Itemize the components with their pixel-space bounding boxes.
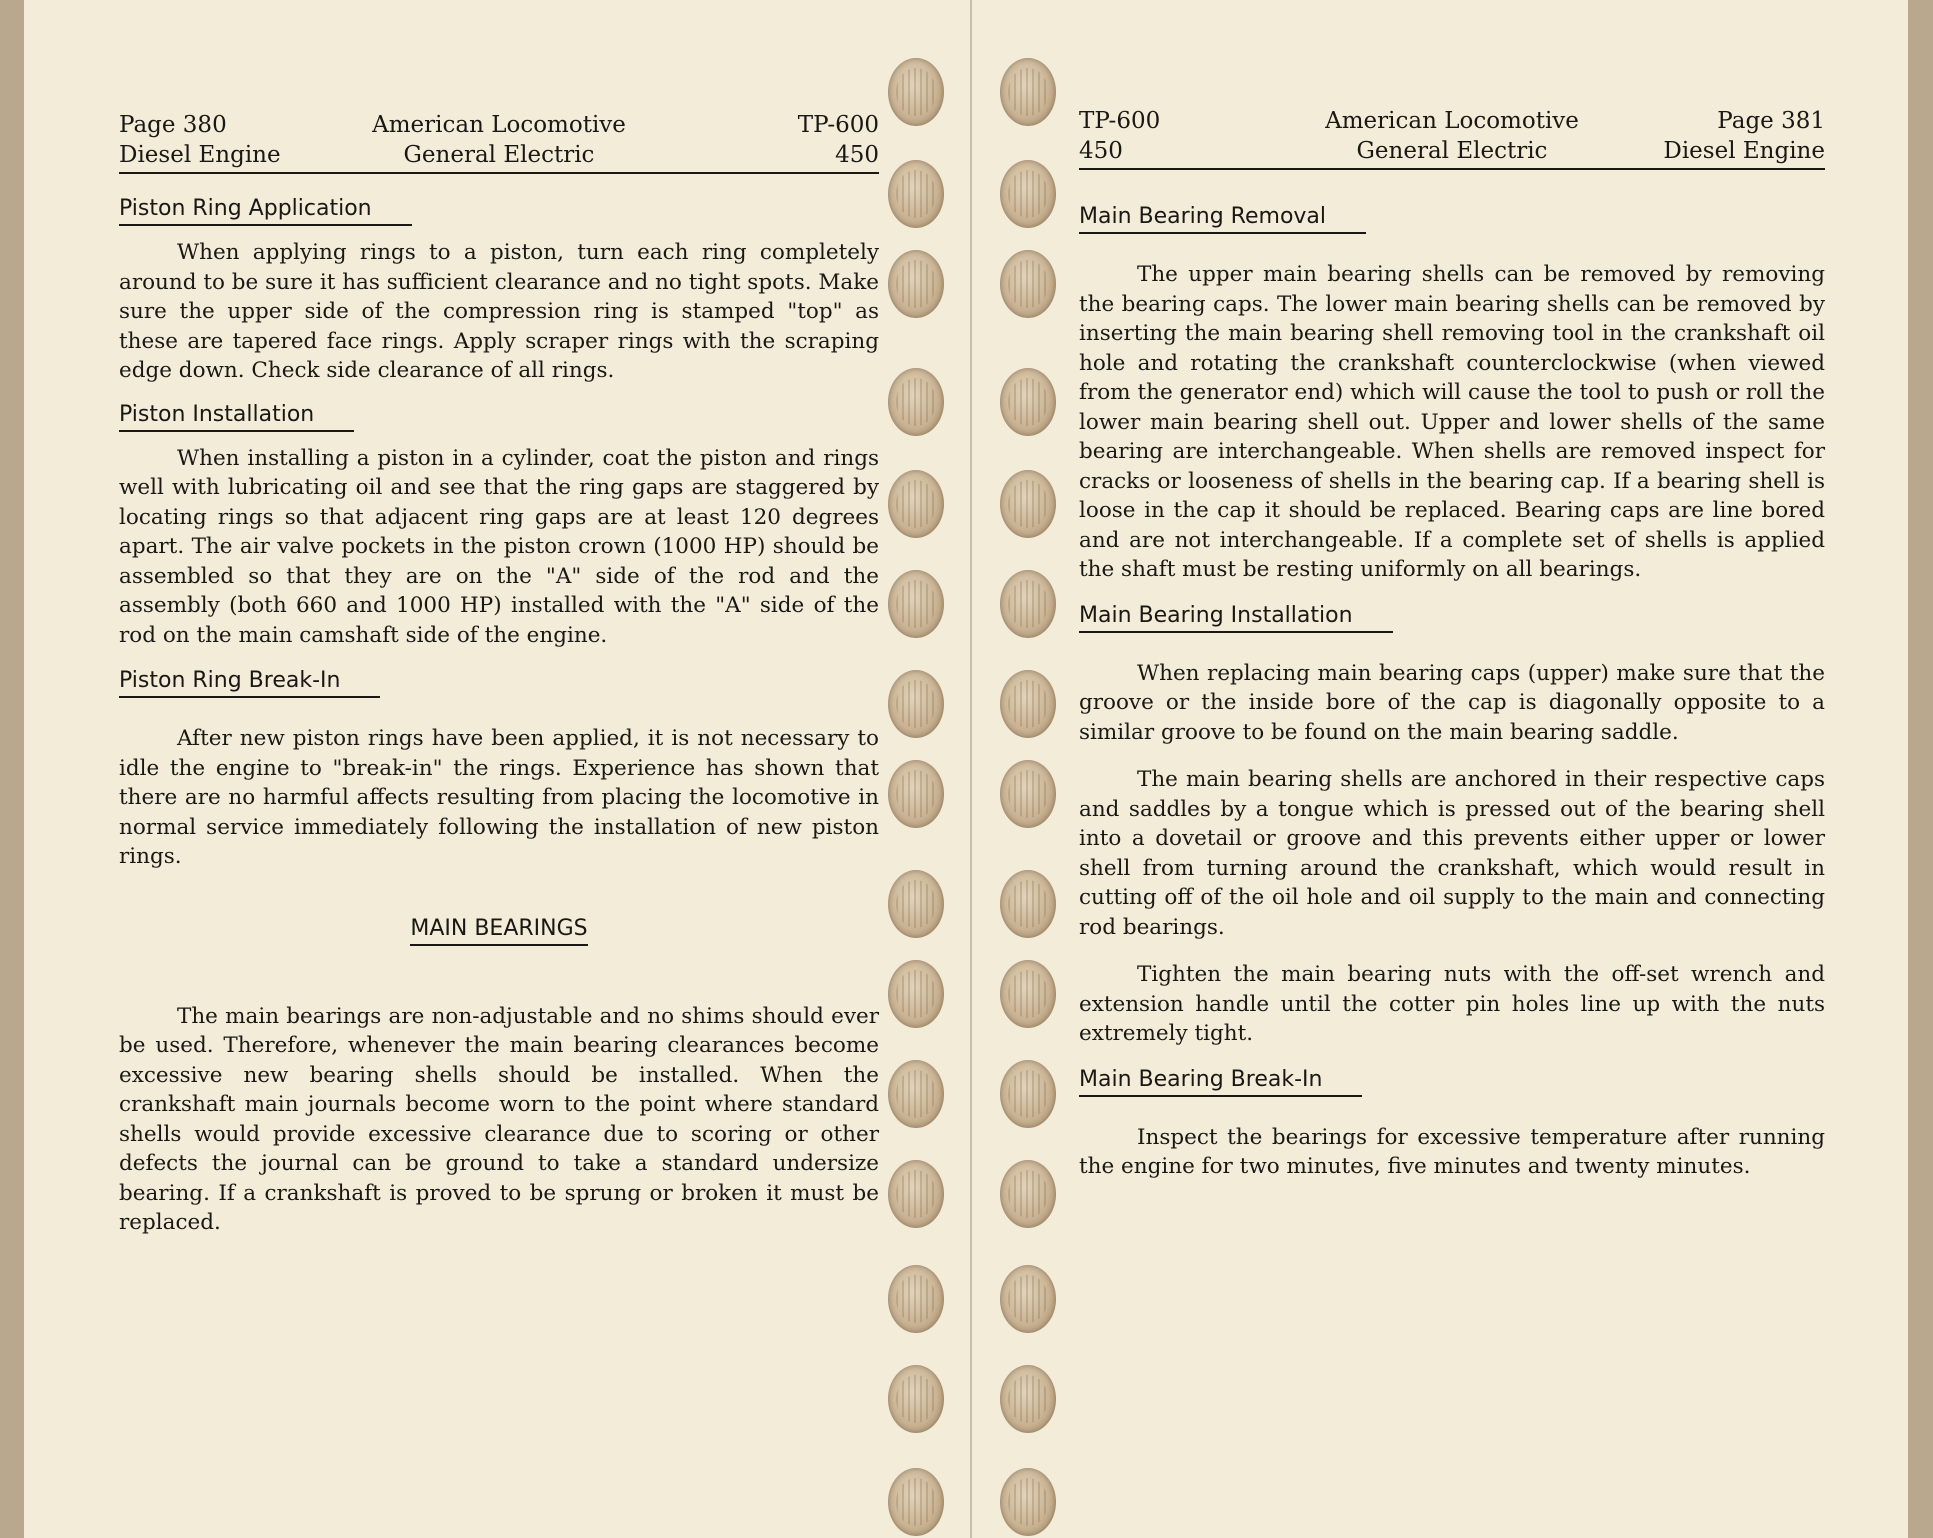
spacer — [1079, 246, 1825, 260]
binder-hole-right — [1000, 160, 1056, 228]
left-page-header — [119, 108, 879, 174]
paragraph: Tighten the main bearing nuts with the off-set wrench and extension handle until the cotter pin holes line up with the nuts extremely tight. — [1079, 962, 1825, 1046]
binder-hole-left — [888, 570, 944, 638]
paragraph: The main bearings are non-adjustable and no shims should ever be used. Therefore, whenever the main bearing clearances become excessive new bearing shells should be installed. When the crankshaft main journals become worn to the point where standard shells would provide excessive clearance due to scoring or other defects the journal can be ground to take a standard undersize bearing. If a crankshaft is proved to be sprung or broken it must be replaced. — [119, 1003, 879, 1235]
binder-hole-left — [888, 870, 944, 938]
section-main-bearing-installation — [1079, 603, 1825, 1049]
section-piston-ring-break-in — [119, 668, 879, 872]
paragraph: Inspect the bearings for excessive temperature after running the engine for two minutes, five minutes and twenty minutes. — [1079, 1124, 1825, 1179]
paragraph: When applying rings to a piston, turn each ring completely around to be sure it has sufficient clearance and no tight spots. Make sure the upper side of the compression ring is stamped "top" as these are tapered face rings. Apply scraper rings with the scraping edge down. Check side clearance of all rings. — [119, 240, 879, 383]
binder-hole-left — [888, 58, 944, 126]
section-main-bearing-removal — [1079, 204, 1825, 585]
spacer — [119, 962, 879, 1002]
paragraph: When installing a piston in a cylinder, coat the piston and rings well with lubricating oil and see that the ring gaps are staggered by locating rings so that adjacent ring gaps are at least 120 degrees apart. The air valve pockets in the piston crown (1000 HP) should be assembled so that they are on the "A" side of the rod and the assembly (both 660 and 1000 HP) installed with the "A" side of the rod on the main camshaft side of the engine. — [119, 445, 879, 648]
paragraph: After new piston rings have been applied, it is not necessary to idle the engine to "break-in" the rings. Experience has shown that there are no harmful affects resulting from placing the locomotive in normal service immediately following the installation of new piston rings. — [119, 726, 879, 869]
binder-hole-right — [1000, 570, 1056, 638]
left-model-number: 450 — [835, 142, 879, 168]
section-main-bearings — [119, 916, 879, 1238]
binder-hole-left — [888, 1468, 944, 1536]
right-model-code: TP-600 — [1079, 108, 1161, 134]
section-heading: Piston Ring Application — [119, 196, 412, 226]
binder-hole-right — [1000, 870, 1056, 938]
left-engine-label: Diesel Engine — [119, 142, 281, 168]
left-header-manufacturer — [119, 110, 879, 170]
right-page-header — [1079, 104, 1825, 170]
section-piston-installation — [119, 402, 879, 651]
spacer — [1079, 1109, 1825, 1123]
binder-hole-right — [1000, 1365, 1056, 1433]
binder-hole-left — [888, 1265, 944, 1333]
right-page — [970, 0, 1908, 1538]
binder-hole-right — [1000, 1468, 1056, 1536]
binder-hole-right — [1000, 960, 1056, 1028]
left-manufacturer-1: American Locomotive — [372, 112, 626, 138]
section-heading: Main Bearing Break-In — [1079, 1067, 1362, 1097]
right-page-content — [1079, 0, 1825, 1538]
left-manufacturer-2: General Electric — [403, 142, 595, 168]
right-header-page-info — [1663, 106, 1825, 166]
binder-hole-left — [888, 1365, 944, 1433]
paragraph: When replacing main bearing caps (upper) make sure that the groove or the inside bore of the cap is diagonally opposite to a similar groove to be found on the main bearing saddle. — [1079, 660, 1825, 745]
right-manufacturer-1: American Locomotive — [1325, 108, 1579, 134]
left-model-code: TP-600 — [797, 112, 879, 138]
binder-hole-right — [1000, 470, 1056, 538]
binder-hole-right — [1000, 250, 1056, 318]
spacer — [119, 710, 879, 724]
left-page-content — [119, 0, 879, 1538]
section-heading: MAIN BEARINGS — [410, 916, 587, 946]
binder-hole-right — [1000, 368, 1056, 436]
section-main-bearing-break-in — [1079, 1067, 1825, 1182]
section-piston-ring-application — [119, 196, 879, 386]
binder-hole-right — [1000, 1160, 1056, 1228]
binder-hole-left — [888, 368, 944, 436]
binder-hole-left — [888, 470, 944, 538]
binder-hole-left — [888, 760, 944, 828]
section-heading: Main Bearing Removal — [1079, 204, 1366, 234]
binder-hole-right — [1000, 670, 1056, 738]
binder-hole-left — [888, 160, 944, 228]
binder-hole-left — [888, 250, 944, 318]
binder-hole-right — [1000, 760, 1056, 828]
left-header-model — [798, 110, 879, 170]
binder-hole-right — [1000, 1265, 1056, 1333]
left-page-number: Page 380 — [119, 112, 227, 138]
paragraph: The main bearing shells are anchored in their respective caps and saddles by a tongue which is pressed out of the bearing shell into a dovetail or groove and this prevents either upper or lower shell from turning around the crankshaft, which would result in cutting off of the oil hole and oil supply to the main and connecting rod bearings. — [1079, 767, 1825, 940]
left-page — [24, 0, 972, 1538]
right-manufacturer-2: General Electric — [1356, 138, 1548, 164]
binder-hole-left — [888, 1060, 944, 1128]
section-heading: Piston Ring Break-In — [119, 668, 380, 698]
binder-hole-left — [888, 960, 944, 1028]
right-model-number: 450 — [1079, 138, 1123, 164]
section-heading: Main Bearing Installation — [1079, 603, 1393, 633]
right-page-number: Page 381 — [1717, 108, 1825, 134]
section-heading: Piston Installation — [119, 402, 354, 432]
right-engine-label: Diesel Engine — [1663, 138, 1825, 164]
spacer — [1079, 645, 1825, 659]
paragraph: The upper main bearing shells can be removed by removing the bearing caps. The lower main bearing shells can be removed by inserting the main bearing shell removing tool in the crankshaft oil hole and rotating the crankshaft counterclockwise (when viewed from the generator end) which will cause the tool to push or roll the lower main bearing shell out. Upper and lower shells of the same bearing are interchangeable. When shells are removed inspect for cracks or looseness of shells in the bearing cap. If a bearing shell is loose in the cap it should be replaced. Bearing caps are line bored and are not interchangeable. If a complete set of shells is applied the shaft must be resting uniformly on all bearings. — [1079, 262, 1825, 582]
binder-hole-left — [888, 670, 944, 738]
binder-hole-left — [888, 1160, 944, 1228]
binder-hole-right — [1000, 58, 1056, 126]
binder-hole-right — [1000, 1060, 1056, 1128]
